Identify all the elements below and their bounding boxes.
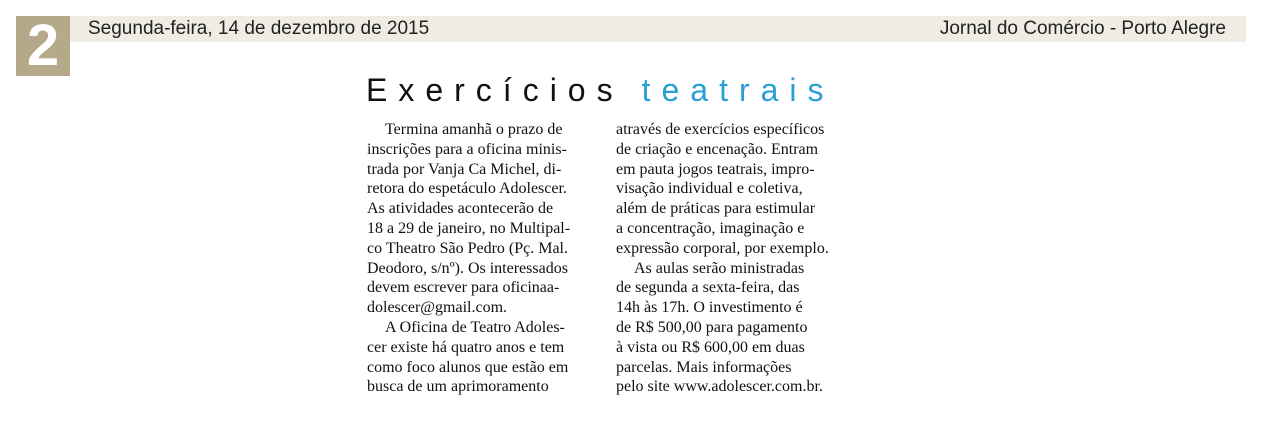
text-line: como foco alunos que estão em [367, 358, 569, 376]
text-line: retora do espetáculo Adolescer. [367, 180, 567, 198]
text-line: de criação e encenação. Entram [616, 140, 819, 158]
date-line: Segunda-feira, 14 de dezembro de 2015 [88, 18, 430, 39]
article-column-right [616, 120, 846, 397]
text-line: expressão corporal, por exemplo. [616, 239, 829, 257]
text-line: pelo site www.adolescer.com.br. [616, 378, 823, 396]
text-line: busca de um aprimoramento [367, 378, 549, 396]
text-line: As aulas serão ministradas [634, 259, 805, 277]
text-line: inscrições para a oficina minis- [367, 140, 567, 158]
text-line: devem escrever para oficinaa- [367, 279, 560, 297]
text-line: As atividades acontecerão de [367, 200, 554, 218]
text-line: 18 a 29 de janeiro, no Multipal- [367, 219, 571, 237]
headline-word-2: teatrais [641, 72, 835, 108]
text-line: Deodoro, s/nº). Os interessados [367, 259, 568, 277]
text-line: à vista ou R$ 600,00 em duas [616, 338, 805, 356]
text-line: A Oficina de Teatro Adoles- [385, 318, 565, 336]
text-line: de segunda a sexta-feira, das [616, 279, 800, 297]
text-line: além de práticas para estimular [616, 200, 816, 218]
text-line: parcelas. Mais informações [616, 358, 792, 376]
text-line: co Theatro São Pedro (Pç. Mal. [367, 239, 568, 257]
text-line: visação individual e coletiva, [616, 180, 803, 198]
text-line: dolescer@gmail.com. [367, 299, 508, 317]
text-line: em pauta jogos teatrais, impro- [616, 160, 815, 178]
page-number-badge: 2 [16, 16, 70, 76]
headline-word-1: Exercícios [366, 72, 624, 108]
text-line: cer existe há quatro anos e tem [367, 338, 565, 356]
article-column-left [367, 120, 597, 397]
text-line: Termina amanhã o prazo de [385, 121, 563, 138]
text-line: 14h às 17h. O investimento é [616, 299, 803, 317]
text-line: através de exercícios específicos [616, 121, 825, 138]
article-headline [366, 72, 835, 109]
text-line: a concentração, imaginação e [616, 219, 805, 237]
text-line: de R$ 500,00 para pagamento [616, 318, 808, 336]
publication-name: Jornal do Comércio - Porto Alegre [939, 18, 1226, 39]
text-line: trada por Vanja Ca Michel, di- [367, 160, 562, 178]
